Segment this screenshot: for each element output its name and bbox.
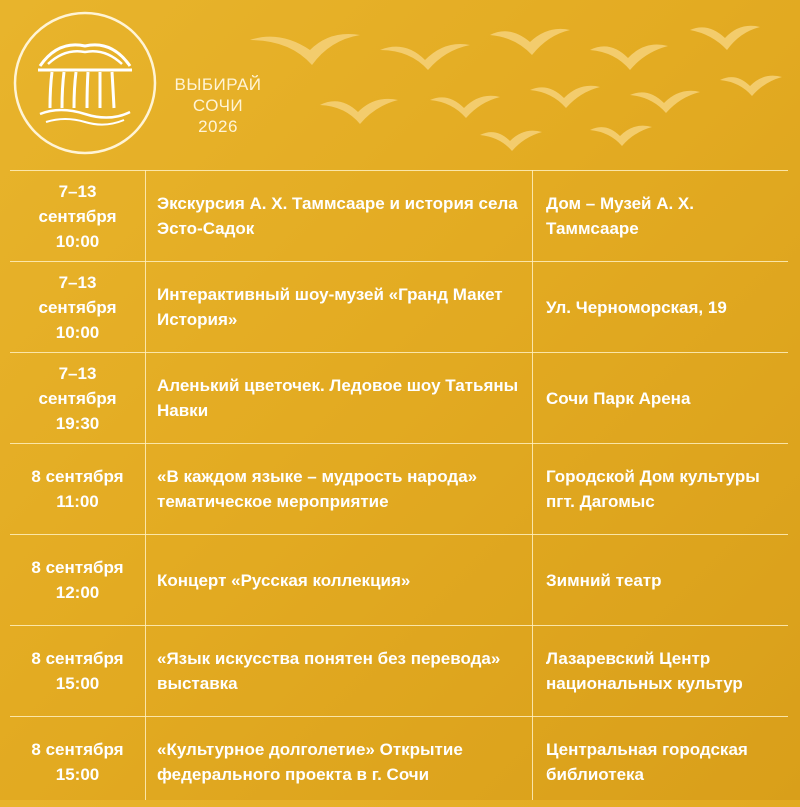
seagulls-decoration-icon xyxy=(230,10,790,160)
schedule-row xyxy=(10,352,788,443)
event-date xyxy=(10,361,145,436)
schedule-row xyxy=(10,534,788,625)
date-line: 8 сентября xyxy=(31,649,124,668)
schedule-row xyxy=(10,261,788,352)
time-line: 11:00 xyxy=(56,492,99,511)
event-title: «В каждом языке – мудрость народа» тематическое мероприятие xyxy=(157,467,478,511)
event-title: Интерактивный шоу-музей «Гранд Макет История» xyxy=(157,285,503,329)
time-line: 15:00 xyxy=(55,674,100,693)
brand-line1: ВЫБИРАЙ СОЧИ xyxy=(174,75,262,115)
event-date xyxy=(10,555,145,605)
date-line: 7–13 xyxy=(58,272,97,292)
header xyxy=(0,0,800,170)
event-date xyxy=(10,270,145,345)
event-title: Концерт «Русская коллекция» xyxy=(157,570,411,590)
time-line: 10:00 xyxy=(55,231,100,251)
time-line: 10:00 xyxy=(55,322,100,342)
event-date xyxy=(10,646,145,696)
event-venue: Дом – Музей А. Х. Таммсааре xyxy=(546,194,694,238)
event-date xyxy=(10,464,145,514)
time-line: 12:00 xyxy=(55,583,100,602)
event-title: Аленький цветочек. Ледовое шоу Татьяны Навки xyxy=(157,376,519,420)
date-line: сентября xyxy=(38,297,117,317)
event-venue: Городской Дом культуры пгт. Дагомыс xyxy=(546,467,760,511)
schedule-row xyxy=(10,443,788,534)
date-line: сентября xyxy=(38,206,117,226)
event-schedule-table xyxy=(10,170,788,800)
event-venue: Зимний театр xyxy=(546,570,662,590)
date-line: 8 сентября xyxy=(31,558,124,577)
schedule-row xyxy=(10,170,788,261)
date-line: сентября xyxy=(38,388,117,408)
event-venue: Ул. Черноморская, 19 xyxy=(546,297,727,317)
event-date xyxy=(10,737,145,787)
event-venue: Центральная городская библиотека xyxy=(546,740,748,784)
event-title: «Культурное долголетие» Открытие федерального проекта в г. Сочи xyxy=(157,740,463,784)
event-venue: Сочи Парк Арена xyxy=(546,388,691,408)
date-line: 7–13 xyxy=(58,181,97,201)
date-line: 8 сентября xyxy=(31,740,124,759)
event-venue: Лазаревский Центр национальных культур xyxy=(546,649,743,693)
event-date xyxy=(10,179,145,254)
brand-year: 2026 xyxy=(198,117,238,136)
colonnade-arch-logo-icon xyxy=(10,8,160,158)
schedule-row xyxy=(10,625,788,716)
schedule-row xyxy=(10,716,788,807)
date-line: 8 сентября xyxy=(31,467,124,486)
time-line: 15:00 xyxy=(55,765,100,784)
event-title: Экскурсия А. Х. Таммсааре и история села Эсто-Садок xyxy=(157,194,518,238)
event-title: «Язык искусства понятен без перевода» выставка xyxy=(157,649,501,693)
time-line: 19:30 xyxy=(55,413,100,433)
date-line: 7–13 xyxy=(58,363,97,383)
